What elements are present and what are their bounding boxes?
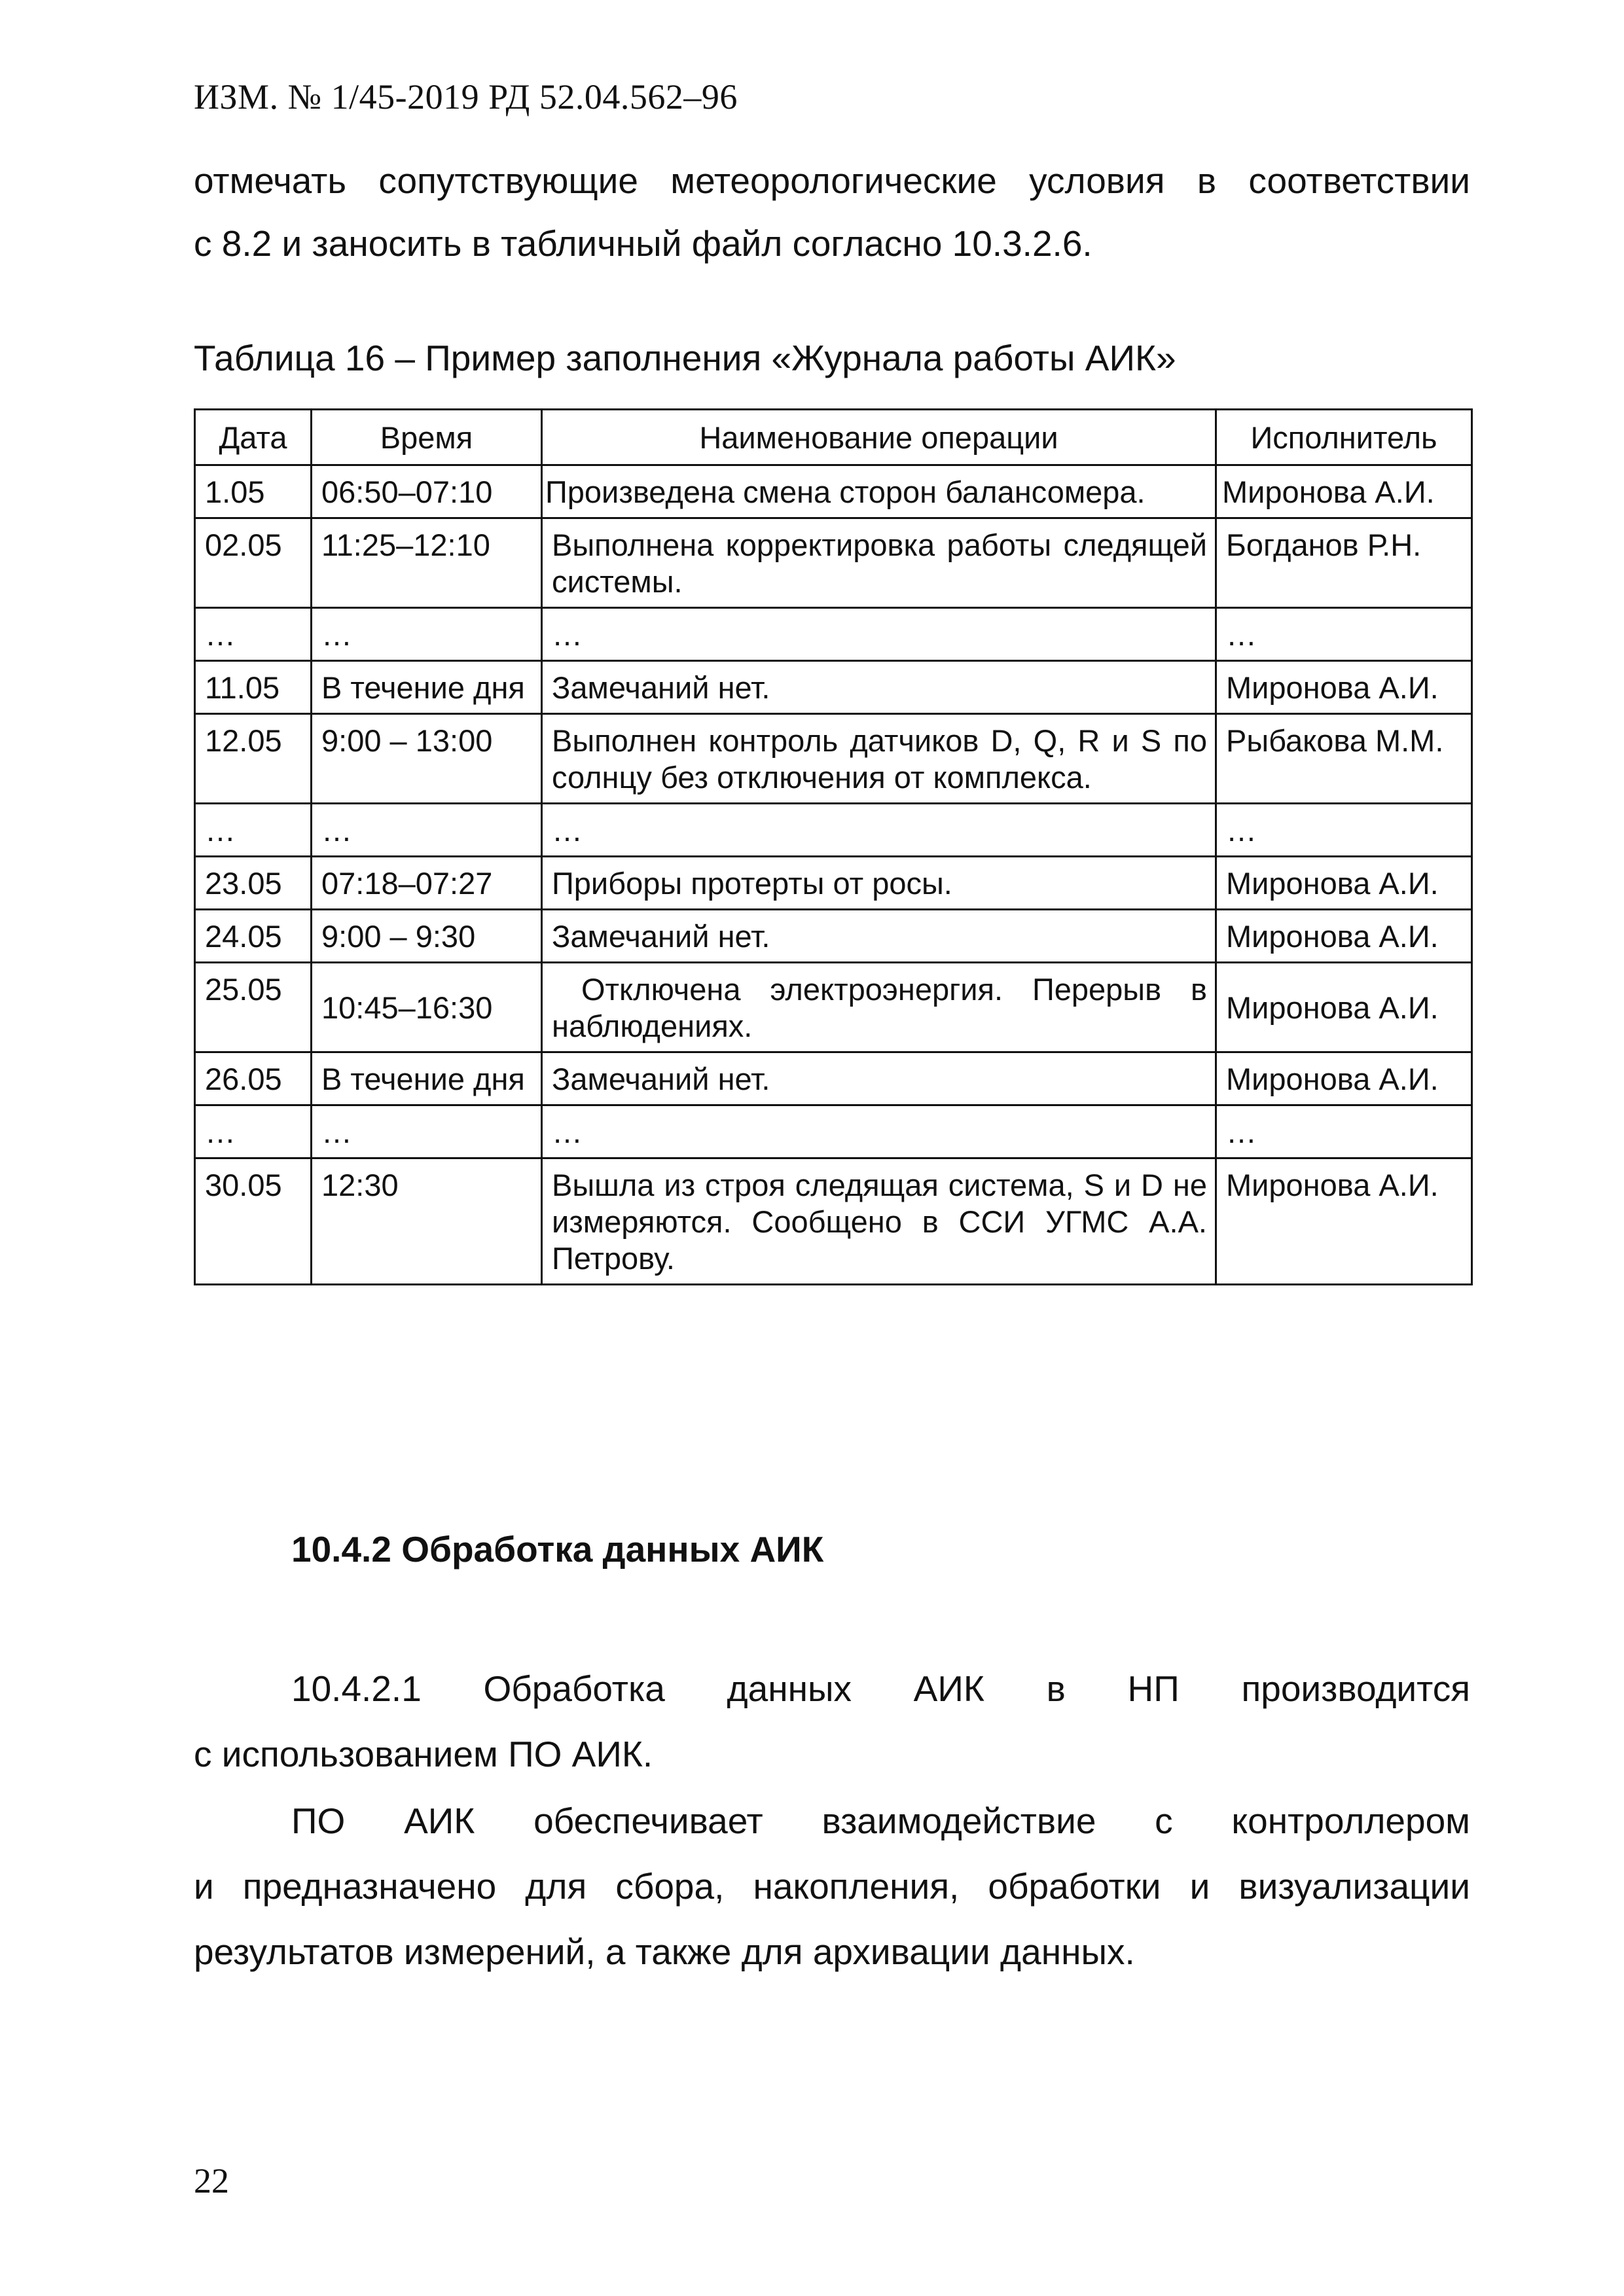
table-row (195, 661, 1472, 714)
cell-date: … (195, 1105, 312, 1158)
cell-executor: Миронова А.И. (1216, 857, 1472, 910)
cell-operation: Приборы протерты от росы. (542, 857, 1216, 910)
cell-operation: … (542, 804, 1216, 857)
cell-time: … (312, 1105, 542, 1158)
table-row (195, 963, 1472, 1052)
cell-executor: … (1216, 804, 1472, 857)
table-row (195, 1052, 1472, 1105)
cell-operation: Замечаний нет. (542, 910, 1216, 963)
cell-operation: … (542, 608, 1216, 661)
cell-time: 07:18–07:27 (312, 857, 542, 910)
table-row (195, 1105, 1472, 1158)
cell-time: 9:00 – 9:30 (312, 910, 542, 963)
cell-executor: Миронова А.И. (1216, 1052, 1472, 1105)
intro-line-2: с 8.2 и заносить в табличный файл согласно 10.3.2.6. (194, 223, 1092, 264)
cell-date: 1.05 (195, 465, 312, 518)
column-header-executor: Исполнитель (1216, 410, 1472, 465)
paragraph-line: с использованием ПО АИК. (194, 1734, 653, 1774)
cell-operation: Выполнена корректировка работы следящей системы. (542, 518, 1216, 608)
cell-date: … (195, 804, 312, 857)
cell-time: … (312, 608, 542, 661)
cell-executor: Богданов Р.Н. (1216, 518, 1472, 608)
cell-date: 26.05 (195, 1052, 312, 1105)
table-row (195, 804, 1472, 857)
cell-date: 12.05 (195, 714, 312, 804)
table-row (195, 465, 1472, 518)
table-row (195, 608, 1472, 661)
page-number: 22 (194, 2161, 229, 2200)
cell-executor: Миронова А.И. (1216, 661, 1472, 714)
cell-time: 9:00 – 13:00 (312, 714, 542, 804)
table-row (195, 857, 1472, 910)
cell-executor: … (1216, 608, 1472, 661)
cell-operation: Замечаний нет. (542, 661, 1216, 714)
cell-executor: Миронова А.И. (1216, 465, 1472, 518)
table-header-row (195, 410, 1472, 465)
column-header-time: Время (312, 410, 542, 465)
column-header-operation: Наименование операции (542, 410, 1216, 465)
cell-time: 10:45–16:30 (312, 963, 542, 1052)
cell-date: 11.05 (195, 661, 312, 714)
table-caption: Таблица 16 – Пример заполнения «Журнала работы АИК» (194, 338, 1176, 378)
table-row (195, 518, 1472, 608)
paragraph-10-4-2-1 (194, 1656, 1470, 1787)
cell-executor: Миронова А.И. (1216, 1158, 1472, 1285)
paragraph-line: и предназначено для сбора, накопления, обработки и визуализации (194, 1866, 1470, 1907)
cell-operation: Вышла из строя следящая система, S и D не измеряются. Сообщено в ССИ УГМС А.А. Петрову. (542, 1158, 1216, 1285)
paragraph-line: ПО АИК обеспечивает взаимодействие с контроллером (291, 1801, 1470, 1841)
paragraph-line: результатов измерений, а также для архивации данных. (194, 1931, 1135, 1972)
cell-date: 30.05 (195, 1158, 312, 1285)
cell-date: 02.05 (195, 518, 312, 608)
cell-time: 11:25–12:10 (312, 518, 542, 608)
cell-executor: Миронова А.И. (1216, 963, 1472, 1052)
intro-line-1: отмечать сопутствующие метеорологические условия в соответствии (194, 160, 1470, 201)
cell-executor: … (1216, 1105, 1472, 1158)
cell-time: В течение дня (312, 661, 542, 714)
cell-date: 24.05 (195, 910, 312, 963)
cell-time: 06:50–07:10 (312, 465, 542, 518)
cell-time: В течение дня (312, 1052, 542, 1105)
cell-executor: Миронова А.И. (1216, 910, 1472, 963)
journal-table (194, 408, 1473, 1285)
table-row (195, 714, 1472, 804)
cell-operation: Замечаний нет. (542, 1052, 1216, 1105)
cell-operation: Произведена смена сторон балансомера. (542, 465, 1216, 518)
cell-date: 23.05 (195, 857, 312, 910)
section-heading: 10.4.2 Обработка данных АИК (291, 1529, 824, 1570)
document-header: ИЗМ. № 1/45-2019 РД 52.04.562–96 (194, 77, 738, 117)
paragraph-po-aik (194, 1788, 1470, 1984)
table-row (195, 910, 1472, 963)
cell-operation: … (542, 1105, 1216, 1158)
intro-paragraph (194, 149, 1470, 275)
cell-date: … (195, 608, 312, 661)
paragraph-line: 10.4.2.1 Обработка данных АИК в НП производится (291, 1668, 1470, 1709)
cell-date: 25.05 (195, 963, 312, 1052)
table-row (195, 1158, 1472, 1285)
column-header-date: Дата (195, 410, 312, 465)
cell-executor: Рыбакова М.М. (1216, 714, 1472, 804)
cell-operation: Выполнен контроль датчиков D, Q, R и S по солнцу без отключения от комплекса. (542, 714, 1216, 804)
cell-operation: Отключена электроэнергия. Перерыв в наблюдениях. (542, 963, 1216, 1052)
cell-time: … (312, 804, 542, 857)
cell-time: 12:30 (312, 1158, 542, 1285)
